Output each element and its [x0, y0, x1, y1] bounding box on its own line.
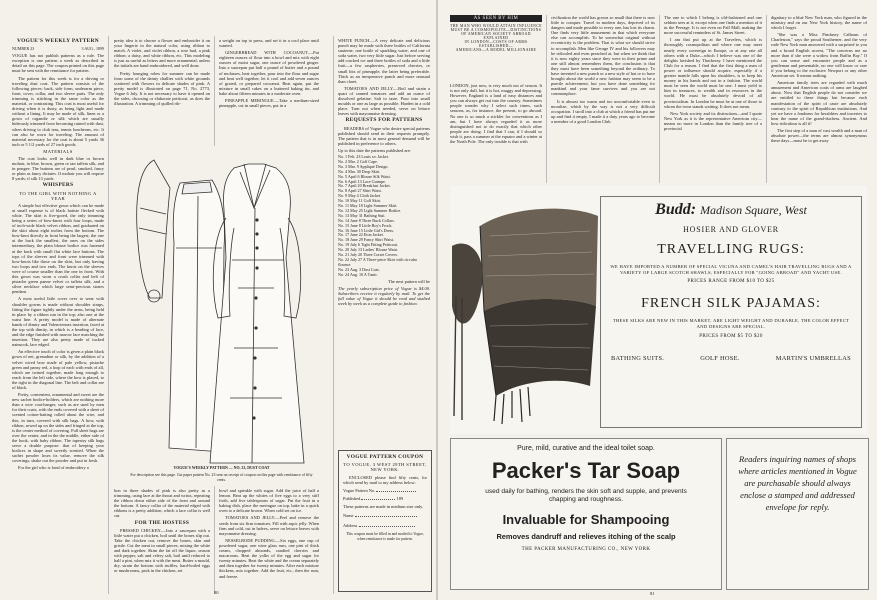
list-intro: Up to this date the patterns published are: [338, 147, 412, 153]
pattern-list [338, 155, 430, 278]
pattern-list-item: No. 16 June 15 Little Girl's Dress. [338, 227, 394, 233]
footer-umbrellas: MARTIN'S UMBRELLAS [775, 355, 851, 362]
readers-note-box [726, 438, 869, 590]
gingerbread-recipe: GINGERBREAD WITH COCOANUT.—Put eighteen ounces of flour into a bowl and mix with eight ounces of moist sugar, one ounce of powdered ginger. Into a saucepan put half a pound of butter and a pound of molasses, heat together, pour into the flour and sugar and beat well together, let it cool and add seven ounces of grated, or prepared cocoanut. Beat again, put the mixture in small cakes on a buttered baking tin, and bake about fifteen minutes in a moderate oven. [219, 50, 319, 96]
packers-name: Packer's Tar Soap [491, 458, 681, 483]
column-rule [333, 36, 334, 594]
budd-brand: Budd [655, 201, 691, 218]
left-col-3-bottom [219, 488, 319, 594]
travelers-text: I am that put up at the Travelers, which is thoroughly cosmopolitan and where one may meet nearly every sovereign in Europe, or at any rate all others with a Duke—which I believe was one of the delights lavished by Thackeray. I have mentioned the Club for a reason. I find that the first thing a man of power or influence should acquire, especially if a greater mantle falls upon his shoulders, is to keep his money in his hands and not in a fashion. The world must be seen the world must be one. I must yield to him in treasures, to wealth and in resources in the world. He must be absolutely devoid of all provincialism. In London he must be at one of those to whom the town stands waiting. It does not mean. [664, 37, 762, 109]
column-rule [766, 15, 767, 183]
packers-company: THE PACKER MANUFACTURING CO., NEW YORK [521, 547, 651, 552]
column-title: AS SEEN BY HIM [450, 15, 542, 22]
travelling-rug-illustration [450, 186, 600, 434]
as-seen-by-him-header [450, 15, 542, 79]
white-punch-recipe: WHITE PUNCH.—A very delicate and delicious punch may be made with three bottles of California sauterne, one bottle of sparkling water, and one of soda water, two very little sugar. Just before serving add cracked ice and three bottles of soda and a little fruit—a few raspberries, preserved cherries, or small bits of pineapple, the latter being preferable. Thick as an inexpensive punch and more unusual than claret. [338, 38, 430, 84]
pattern-list-item: No. 2 Mar. 2 Golf Cape. [338, 158, 378, 164]
left-col-2-bottom [114, 488, 210, 594]
packers-shampoo-heading: Invaluable for Shampooing [502, 512, 670, 527]
club-cont: The one to which I belong is old-fashioned and one seldom sees at it, except when one finds a mention of it in the Peerage. It is not even on Pall Mall, making the more successful reminders of St. James Street. [664, 15, 762, 36]
figure-subcaption: For description see this page. Cut paper pattern No. 23 sent on receipt of coupon on this page with remittance of fifty cents. [130, 473, 313, 482]
header-sub-2: MUST BE A COSMOPOLITE—DISTINCTIONS [450, 28, 542, 32]
coupon-address-1: TO VOGUE, 3 WEST 29TH STREET, [343, 462, 427, 467]
pattern-list-item: No. 5 April 6 Blouse Silk Waist. [338, 173, 391, 179]
pattern-title: VOGUE'S WEEKLY PATTERN [17, 38, 99, 44]
pattern-list-item: No. 12 May 25 Light Summer Bodice. [338, 207, 402, 213]
requests-text: READERS of Vogue who desire special patterns published should send in their requests promptly. The pattern that is in most general demand will be published in preference to others. [338, 125, 430, 146]
pattern-list-item: No. 21 July 20 Three Corset Covers. [338, 252, 398, 258]
new-york-society-text: New York society and its distinctions—and I quote New York as it is the representative American city—means no more in London than the family tree of a provincial [664, 110, 762, 131]
pattern-list-item: No. 17 June 22 Eton Jacket. [338, 232, 384, 238]
club-text: It is almost too warm and too uncomfortable even to moralize, which by the way is not a very difficult occupation. I stroll into a club at which a friend has put me up and find it empty. I made it a duty years ago to become a member of a good London Club. [551, 98, 655, 124]
footer-bathing-suits: BATHING SUITS. [611, 355, 665, 362]
column-rule [108, 36, 109, 594]
published-field[interactable]: Published 189 [343, 496, 404, 502]
pattern-list-item: No. 19 July 6 Tight Fitting Petticoat. [338, 242, 399, 248]
cover-text: A most useful little cover over to wear with shoulder gowns is made without shoulder straps, fitting the figure tightly under the arms, being held in place by a ribbon run in the top; also one at the waist line. A pretty model is made of alternate bands of dimity and Valenciennes insertion, faced at the top with dimity, in which is a beading of lace, and the edge finished with narrow lace matching the insertion. They are also pretty made of tucked nainsook, lace edged. [12, 296, 104, 348]
hostess-heading: FOR THE HOSTESS [134, 519, 190, 526]
pajamas-heading: FRENCH SILK PAJAMAS: [641, 296, 821, 311]
materials-heading: MATERIALS [43, 148, 73, 154]
pajamas-body: THESE SILKS ARE NEW IN THIS MARKET, ARE LIGHT WEIGHT AND DURABLE, THE COLOR EFFECT AND DESIGNS ARE SPECIAL. [612, 318, 850, 329]
budd-footer [601, 339, 861, 362]
vast-wealth-text: The first step of a man of vast wealth and a man of absolute power—the terms are almost synonymous these days—must be to get away [771, 127, 867, 144]
budd-text-panel [600, 196, 862, 428]
left-col-3-top [219, 38, 319, 148]
coupon-body [339, 475, 431, 544]
whispers-subheading: TO THE GIRL WITH NOTHING A YEAR [19, 190, 97, 201]
header-sub-4: IN LONDON—COSTS OF ARMS ESTABLISHED— [464, 40, 528, 48]
pattern-description: The pattern for this week is for a driving or traveling dust coat. The pattern consists of the following pieces: back, side form, underarm piece, front, cover, collar, and two sleeve parts. The only trimming is stitching in the same color as the material, or contrasting. This coat is most useful for driving when it is dusty, as being light and made without a lining. It may be made of silk, linen or a gown of organdie or silk which are usually hideously trimmed from becoming ruined with dust, when driving to club teas, tennis luncheons, etc. It can also be worn for traveling. The amount of material necessary for the coat is about 5 yards 36 inch or 5 1/2 yards of 27 inch goods. [12, 75, 104, 147]
left-col-4 [338, 38, 430, 446]
coupon-footer: This coupon must be filled in and mailed to Vogue, when remittance is made for pattern. [346, 531, 424, 541]
header-sub-5: AMERICANS—A MODEL MILLIONAIRE [455, 48, 537, 52]
budd-trade: HOSIER AND GLOVER [683, 225, 779, 234]
embroidery-cont: pretty idea is to choose a flower and embroider it on your lingerie in the natural color, using ribbon to match. A violet, and violet ribbon, a rose bud, a pink ribbon; a daisy, and white ribbon, etc. This modeling is just as useful as letters and more ornamental, unless the initials are hand embroidered, and well done. [114, 38, 210, 69]
right-col-1 [450, 83, 542, 183]
pattern-list-item: No. 6 April 13 Lace Guimpe. [338, 178, 386, 184]
pattern-list-item: No. 18 June 29 Fancy Shirt Waist. [338, 237, 394, 243]
readers-note: Readers inquiring names of shops where articles mentioned in Vogue are purchasable should always enclose a stamped and addressed envelope for reply. [738, 454, 857, 512]
left-col-1 [12, 38, 104, 593]
right-col-3 [664, 15, 762, 183]
rugs-heading: TRAVELLING RUGS: [657, 242, 805, 257]
pattern-list-item: No. 1 Feb. 23 Louis xv. Jacket. [338, 153, 389, 159]
left-col-2-top [114, 38, 210, 146]
rugs-price: PRICES RANGE FROM $10 TO $25 [687, 279, 775, 284]
packers-soap-advertisement [450, 438, 722, 590]
embroidery-text: For the girl who is fond of embroidery a [18, 465, 89, 471]
pattern-list-item: No. 9 May 4 Cloth Jacket. [338, 193, 382, 199]
tomatoes-recipe: TOMATOES AND JELLY.—Boil and strain a quart of canned tomatoes and add an ounce of dissolved gelatine. Salt to taste. Pour into small moulds or one as large as possible. Harden in a cold place. Turn out when needed, serve on lettuce leaves with mayonnaise dressing. [338, 85, 430, 117]
column-rule [214, 486, 215, 594]
pattern-coupon[interactable] [338, 450, 432, 592]
pattern-list-item: No. 4 Mar. 30 Drop Skirt. [338, 168, 381, 174]
nesselrode-recipe: NESSELRODE PUDDING.—Six eggs, one cup of powdered sugar, one wine glass rum, one pint of thick cream, chopped almonds, candied cherries and macaroons. Beat the yolks of the egg and sugar for twenty minutes. Beat the white and the cream separately and then together for twenty minutes. After each mixture thickens, mix together. Add the fruit, etc., then the rum, and freeze. [219, 537, 319, 579]
whispers-text: A simple but effective gown which can be made at small expense is of black batiste flecked with white. The skirt is five-gored, the only trimming being a series of bow-knots with four loops, made of inch-wide black velvet ribbon, and graduated on the skirt about eight inches from the bottom. The bow-knot directly in front being the largest, the one at the back the smallest, the ones on the sides intermediary, the plain blouse bodice was fastened at the back with small flat white lace buttons. The tops of the sleeves and front were trimmed with bow-knots like those on the skirt, but only having two loops and two ends. The knots on the sleeves were of course smaller than the one in front. With this gown was worn a crush collar and belt of pistache green panne velvet or taffeta silk, and a silver necklace which large semi-precious stones pendant. [12, 202, 104, 295]
pattern-list-item: No. 3 Mar. 9 Appliqué Design. [338, 163, 389, 169]
pattern-list-item: No. 15 June 8 Little Boy's Frock. [338, 222, 393, 228]
pineapple-meringue: PINEAPPLE MERINGUE.—Take a medium-sized pineapple, cut in small pieces, put in a [219, 98, 319, 109]
header-sub-3: OF AMERICAN SOCIETY ABROAD EXPLAINED [461, 32, 531, 40]
pattern-meta [12, 46, 104, 51]
coupon-title: VOGUE PATTERN COUPON [346, 454, 424, 460]
pattern-list-item: No. 8 April 27 Shirt Waist. [338, 188, 382, 194]
pattern-list-item: No. 13 May 31 Bathing Suit. [338, 212, 386, 218]
intro-paragraph: VOGUE has not publish patterns as a rule. The exception is one pattern a week as described in detail on this page. The coupon printed on this page must be sent with the remittance for pattern. [12, 53, 104, 74]
packers-description: used daily for bathing, renders the skin soft and supple, and prevents chapping and roughness. [485, 488, 687, 503]
requests-heading: REQUESTS FOR PATTERNS [345, 117, 423, 124]
page-number-left: 80 [214, 590, 219, 595]
sachet-text: Pretty, convenient, ornamental and sweet are the new sachet bodice-holders, which are nothing more than a wire coat-hanger, such as are used by men for their coats, with the ends covered with a sheet of scented cotton-batting rolled about the wire, and this, in turn, covered with silk bags. A bow, with ribbon, sewed up on the sides and fringed at the top, is the center method of covering. Full sheet bags are over the center, and in the the middle, either side of the hook, with baby ribbon. The tapestry silk bags serve a double purpose: that of keeping your bodices in shape and sweetly scented. When the sachet powder loses its value, remove the silk coverings, shake out the powder and put in fresh. [12, 392, 104, 464]
rugs-body: WE HAVE IMPORTED A NUMBER OF SPECIAL VICUNA AND CAMEL'S HAIR TRAVELLING RUGS AND A VARIETY OF LARGE SCOTCH SHAWLS, ESPECIALLY FOR "GOING ABROAD" AND YACHT USE. [610, 264, 852, 275]
ribbon-trim-text: bon in three shades of pink is also pretty as a trimming, using lace at the throat and wrists, repeating the ribbon down either side of the front and around the bottom. A fancy collar of the material edged with ribbons is a pretty addition, which a lace collar is well cut. [114, 488, 210, 519]
color-touch-text: An effective touch of color is given a plain black gown of net, grenadine or silk, by the addition of a velvet wired bow made of pale yellow, pistache green and pansy red, a loop of each with ends of all, which are twined together, made long enough to reach from the left side, where the bow is placed, to the right in the diagonal line. The belt and collar are of black. [12, 349, 104, 390]
pattern-list-item: No. 23 Aug. 3 Dust Coat. [338, 266, 380, 272]
column-rule [546, 15, 547, 183]
meringue-cont: bowl and sprinkle with sugar. Add the juice of half a lemon. Beat up the whites of five eggs to a very stiff froth, add five tablespoons of sugar. Put the fruit in a baking dish, place the meringue on top, bake in a quick oven to a delicate brown. When cold set on ice. [219, 488, 319, 514]
next-pattern-note: The next pattern will be [388, 278, 430, 284]
coupon-size-note: These patterns are made in medium size only. [343, 504, 424, 510]
civilization-text: civilization the world has grown so small that there is now little to conquer. Travel in modern days, deprived of its dangers and made possible to every one, has lost its charm. One finds very little amusement in that which everyone else can accomplish. To be somewhat original without eccentricity is the problem. That is what we should strive to accomplish. Men like George IV and his followers may be ridiculed and even preached at, but when we think that it is now eighty years since they were in their prime and one still almost remembers them, the conclusion is that they must have been something beyond the ordinary. To have invented a new punch or a new style of hat or to have brought about the world a new fashion may seem to be a puerile achievement, but you have done something for mankind and your fame survives and you are not commonplace. [551, 15, 655, 97]
pressed-chicken-end: a weight on top to press, and set it in a cool place until wanted. [219, 38, 319, 49]
pattern-list-item: No. 7 April 20 Breakfast Jacket. [338, 183, 391, 189]
pattern-list-item: No. 14 June 8 Three Buck Collars. [338, 217, 395, 223]
name-field[interactable]: Name [343, 513, 427, 518]
figure-caption: VOGUE'S WEEKLY PATTERN — NO. 23, DUST COAT [173, 466, 270, 470]
budd-address: Madison Square, West [700, 203, 807, 217]
family-trees-text: American family trees are regarded with much amusement and American coats of arms are laughed about. Now that English people do not consider we are entitled to these things but because each manifestation of the spirit of caste are absolutely contrary to the spirit of Republican institutions. And yet we have a fondness for heraldries and traceries to bear the name of the grand-duchess. Ancient. And how ridiculous is all it! [771, 80, 867, 126]
packers-tagline: Pure, mild, curative and the ideal toilet soap. [517, 445, 655, 452]
right-col-2 [551, 15, 655, 183]
dust-coat-figure [114, 148, 329, 466]
left-page [0, 0, 436, 600]
page-number-right: 81 [650, 591, 655, 596]
pattern-list-item: No. 10 May 11 Golf Skirt. [338, 198, 382, 204]
dignitary-text: dignitary to a blué New York man, who figured in the ministry and on our New York history, the name of which I forget. [771, 15, 867, 31]
pattern-date: 3 AUG., 1899 [81, 46, 104, 52]
packers-dandruff: Removes dandruff and relieves itching of the scalp [496, 532, 676, 541]
pajamas-price: PRICES FROM $5 TO $20 [699, 334, 763, 339]
right-page [438, 0, 877, 600]
materials-text: The coat looks well in dark blue or brown mohair, in blue, brown, green or tan taffeta silk, and in pongee. The buttons are of pearl, smoked, fancy or plain as fancy dictates. If mohair you will require 8 yards; if silk 13 yards. [12, 155, 104, 182]
pattern-list-item: No. 11 May 18 Light Summer Skirt. [338, 203, 398, 209]
budd-brand-row: Budd: Madison Square, West [655, 201, 807, 218]
pattern-list-item: No. 20 July 13 Ladies' Blouse Waist. [338, 247, 399, 253]
london-article: LONDON, just now, is very much out of season. It is not only dull, but it is hot, muggy and depressing. However, England is a land of easy distances and you can always get out into the country. Sometimes people wonder why I select such times, such seasons, as, for instance, the present, to go abroad. No one is so much a stickler for conventions as I am, but I have always regarded it as more distinguished not to do exactly that which other people are doing. I find that I can, if I should so wish it, pass a summer at the equator and a winter at the North Pole. The only trouble is that with [450, 83, 542, 145]
column-rule [214, 36, 215, 146]
footer-golf-hose: GOLF HOSE. [700, 355, 740, 362]
pattern-number: NUMBER 23 [12, 46, 35, 52]
column-rule [659, 15, 660, 183]
budd-advertisement [450, 186, 867, 434]
right-col-4 [771, 15, 867, 183]
dust-coat-illustration [114, 148, 329, 466]
tomatoes-jelly-recipe: TOMATOES AND JELLY.—Peel and remove the seeds from six firm tomatoes. Fill with aspic jelly. When firm and cold, cut in halves, serve on lettuce leaves with mayonnaise dressing. [219, 515, 319, 536]
coupon-text: ENCLOSED please find fifty cents, for which send by mail to my address below: [343, 475, 427, 486]
pressed-chicken-recipe: PRESSED CHICKEN.—Into a saucepan with a little water put a chicken, boil until the bones slip out. Take the chicken out, remove the bones, skin and gristle. Cut the meat in small pieces, mixing the white and dark together. Skim the fat off the liquor, season with pepper, salt and celery salt, boil until reduced to half a pint, when mix it with the meat. Butter a mould, dry, strain the bottom with truffles, hard-boiled eggs or mushrooms, pack in the chicken, set [114, 527, 210, 574]
header-sub-1: THE MAN WHO WOULD ATTAIN INFLUENCE [450, 24, 542, 28]
pattern-list-item: No. 24 Aug. 10 A Tunic. [338, 271, 379, 277]
calhoun-text: "She was a Miss Pinckney Calhoun of Charleston," says the proud Southerner, and the very rude New York man answered with a surprised to you and a broad English accent, "The concerns me no more than if she were a widow from Baffin Bay." If you can sense and encounter people and as a gentleman and presentable, no one will know or care if you belong to the exclusive Newport or any other American set. It means nothing. [771, 32, 867, 79]
lounging-robes-text: Pretty lounging robes for summer can be made from some of the dainty challies with white grounds scattered with flowers in delicate shades of pink. A pretty model is illustrated on page 71, No. 2773, Vogue 6 July. It is not necessary to have it opened on the sides, choosing or elaborate petticoat, as does the illustration. A trimming of quilled rib- [114, 70, 210, 107]
pattern-list-item: No. 22 July 27 A Three-piece Skirt with circular flounce. [338, 257, 417, 267]
coupon-address-2: NEW YORK. [370, 467, 400, 472]
address-field[interactable]: Address [343, 523, 427, 528]
whispers-heading: WHISPERS [42, 182, 74, 189]
subscription-note: The yearly subscription price of Vogue is $4.00. Subscribers receive it regularly by mail. To get the full value of Vogue it should be read and studied week by week as a complete guide to fashion. [338, 285, 430, 306]
pattern-no-field[interactable]: Vogue Pattern No. [343, 488, 427, 493]
